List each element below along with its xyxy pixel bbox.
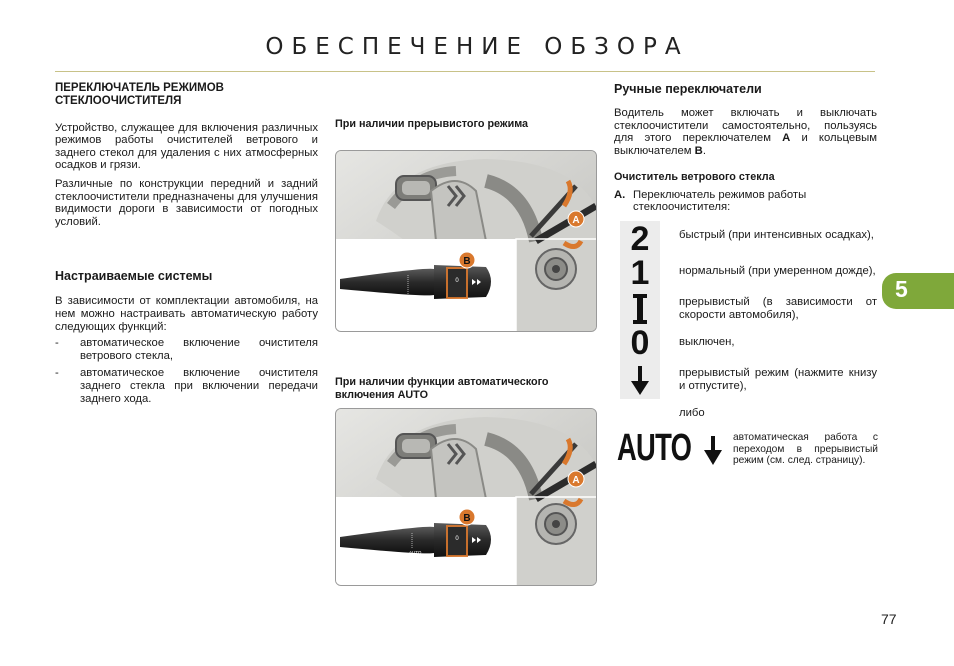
figure-auto-switch (335, 408, 597, 586)
intermittent-symbol-icon (632, 294, 648, 324)
function-list (55, 337, 318, 405)
figure-intermittent-switch (335, 150, 597, 332)
configurable-paragraph: В зависимости от комплектации автомобиля, на нем можно настраивать автоматическую работу следующих функций: (55, 295, 318, 333)
steering-column-illustration (336, 151, 597, 332)
item-label: A. (614, 188, 626, 201)
label-a: A (572, 475, 580, 486)
mode-single-wipe-text: прерывистый режим (нажмите книзу и отпустите), (679, 367, 877, 392)
label-b: B (463, 513, 471, 524)
mode-normal-text: нормальный (при умеренном дожде), (679, 265, 876, 277)
chapter-tab (882, 273, 954, 309)
auto-symbol: AUTO (617, 427, 692, 469)
windscreen-wiper-title: Очиститель ветрового стекла (614, 171, 775, 184)
label-a: A (572, 215, 580, 226)
page-number: 77 (881, 611, 897, 627)
auto-mode-text: автоматическая работа с переходом в прерывистый режим (см. след. страницу). (733, 432, 878, 467)
section-title-line2: СТЕКЛООЧИСТИТЕЛЯ (55, 94, 182, 107)
section-title-line1: ПЕРЕКЛЮЧАТЕЛЬ РЕЖИМОВ (55, 82, 224, 94)
manual-paragraph: Водитель может включать и выключать стеклоочистители самостоятельно, пользуясь для этого переключателем A и кольцевым выключателем B. (614, 107, 877, 157)
list-item: - автоматическое включение очистителя заднего стекла при включении передачи заднего хода. (55, 367, 318, 405)
switch-a-item (614, 189, 877, 214)
right-column (614, 82, 877, 214)
arrow-down-icon (630, 366, 650, 396)
manual-switches-title: Ручные переключатели (614, 82, 762, 96)
mode-symbol-2: 2 (630, 220, 650, 258)
stalk-auto-mark: AUTO (409, 550, 422, 555)
chapter-number: 5 (895, 276, 908, 302)
figure2-caption: При наличии функции автоматического включения AUTO (335, 376, 549, 401)
design-paragraph: Различные по конструкции передний и задний стеклоочистители предназначены для улучшения видимости дороги в зависимости от погодных условий. (55, 177, 318, 228)
mode-symbol-0: 0 (630, 324, 650, 362)
mode-intermittent-text: прерывистый (в зависимости от скорости автомобиля), (679, 296, 877, 321)
configurable-systems-title: Настраиваемые системы (55, 269, 213, 284)
mode-symbol-1: 1 (630, 254, 650, 292)
mode-symbols-strip (620, 221, 660, 399)
list-item: - автоматическое включение очистителя ветрового стекла, (55, 337, 318, 362)
steering-column-auto-illustration (336, 409, 597, 586)
section-title (55, 82, 318, 108)
label-b: B (463, 256, 471, 267)
page-title: ОБЕСПЕЧЕНИЕ ОБЗОРА (265, 34, 689, 60)
item-text: Переключатель режимов работы стеклоочистителя: (633, 188, 807, 214)
figure1-caption: При наличии прерывистого режима (335, 118, 529, 130)
title-divider (55, 71, 875, 72)
auto-arrow-down-icon (703, 436, 723, 466)
intro-paragraph: Устройство, служащее для включения различных режимов работы очистителей ветрового и заднего стекол для удаления с них атмосферных осадков и грязи. (55, 121, 318, 172)
left-column (55, 82, 318, 410)
mode-off-text: выключен, (679, 336, 735, 348)
stalk-mark-0: 0 (455, 536, 459, 542)
or-text: либо (679, 407, 705, 419)
stalk-mark-0: 0 (455, 278, 459, 284)
mode-fast-text: быстрый (при интенсивных осадках), (679, 229, 874, 241)
